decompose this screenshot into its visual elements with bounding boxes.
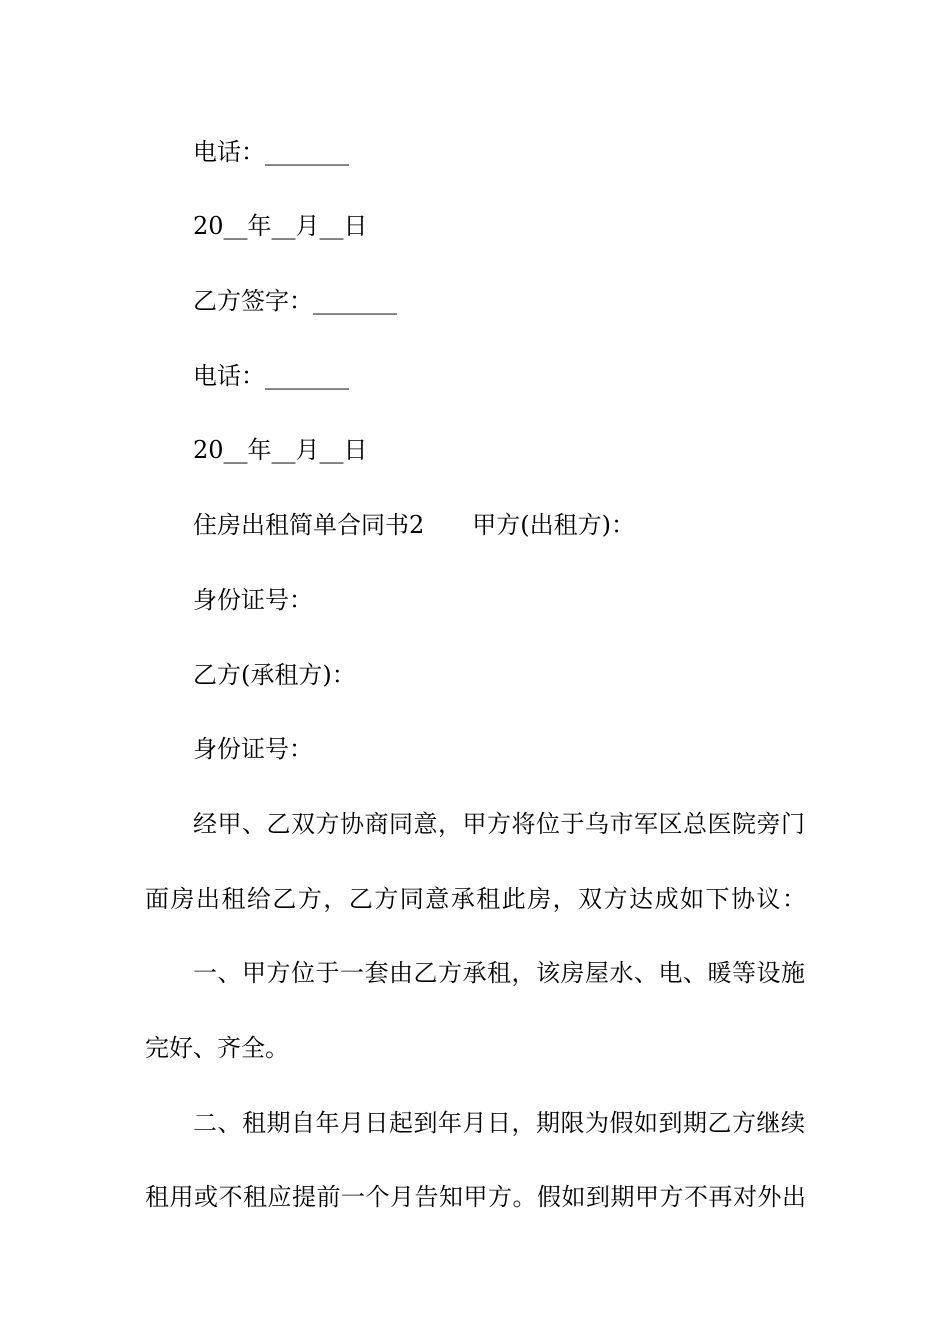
clause-two-line-1: 二、租期自年月日起到年月日，期限为假如到期乙方继续: [193, 1109, 805, 1137]
party-b-phone-line: 电话：_______: [193, 362, 349, 390]
lessee-label-line: 乙方(承租方)：: [193, 661, 356, 689]
party-b-signature-line: 乙方签字：_______: [193, 287, 397, 315]
lessee-id-line: 身份证号：: [193, 735, 313, 763]
contract-title: 住房出租简单合同书2: [193, 511, 425, 539]
party-a-phone-line: 电话：_______: [193, 138, 349, 166]
clause-one-line-2: 完好、齐全。: [145, 1034, 289, 1062]
party-b-date-line: 20__年__月__日: [193, 436, 368, 464]
clause-one-line-1: 一、甲方位于一套由乙方承租，该房屋水、电、暖等设施: [193, 959, 805, 987]
clause-two-line-2: 租用或不租应提前一个月告知甲方。假如到期甲方不再对外出: [145, 1183, 806, 1211]
agreement-paragraph-line-1: 经甲、乙双方协商同意，甲方将位于乌市军区总医院旁门: [193, 810, 805, 838]
agreement-paragraph-line-2: 面房出租给乙方，乙方同意承租此房，双方达成如下协议：: [145, 885, 806, 913]
party-a-date-line: 20__年__月__日: [193, 212, 368, 240]
lessor-label: 甲方(出租方)：: [472, 511, 636, 539]
lessor-id-line: 身份证号：: [193, 586, 313, 614]
contract-title-line: [193, 510, 635, 540]
